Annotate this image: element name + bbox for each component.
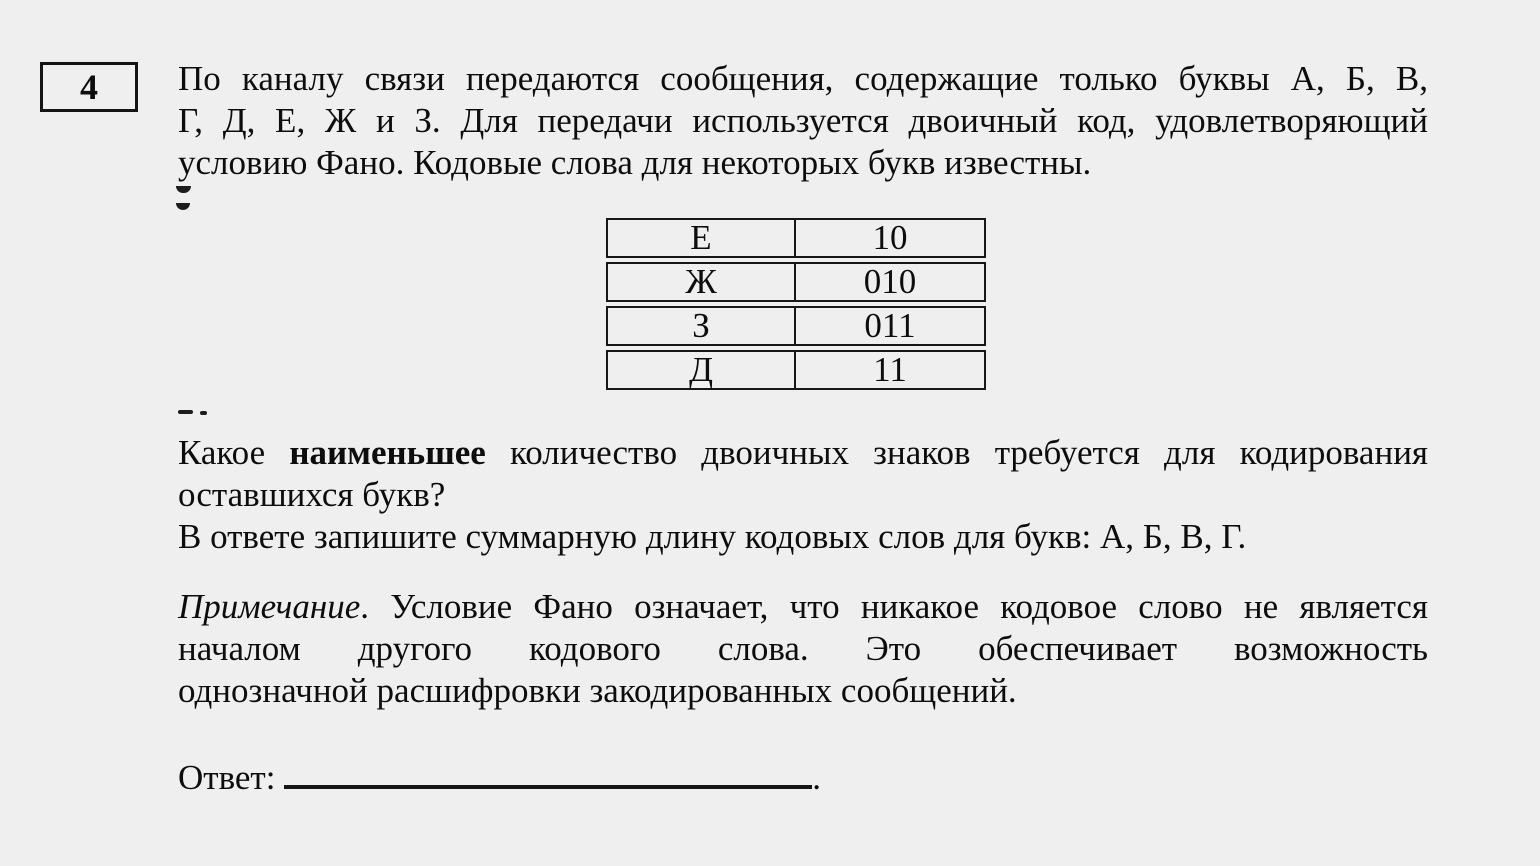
note-line-2: началом другого кодового слова. Это обеспечивает возможность [178, 629, 1428, 668]
intro-line-3: условию Фано. Кодовые слова для некоторых букв известны. [178, 143, 1092, 182]
intro-line-1: По каналу связи передаются сообщения, содержащие только буквы А, Б, В, [178, 59, 1428, 98]
code-table [606, 214, 986, 394]
intro-paragraph [178, 58, 1428, 184]
question-line-1 [178, 432, 1428, 474]
answer-period: . [812, 757, 821, 797]
problem-number: 4 [80, 67, 98, 107]
question-paragraph [178, 432, 1428, 558]
question-line-3: В ответе запишите суммарную длину кодовых слов для букв: А, Б, В, Г. [178, 517, 1247, 556]
code-cell: 010 [796, 262, 986, 302]
note-paragraph [178, 586, 1428, 712]
table-row [606, 262, 986, 302]
intro-line-2: Г, Д, Е, Ж и З. Для передачи используется двоичный код, удовлетворяющий [178, 101, 1428, 140]
table-row [606, 350, 986, 390]
answer-blank-line [284, 748, 812, 789]
question-text: Какое [178, 433, 266, 472]
letter-cell: Е [606, 218, 796, 258]
letter-cell: Д [606, 350, 796, 390]
problem-content [178, 58, 1429, 797]
code-cell: 10 [796, 218, 986, 258]
problem-number-box [40, 62, 138, 112]
note-label: Примечание [178, 587, 361, 626]
bold-emphasis: наименьшее [289, 433, 486, 472]
answer-label: Ответ: [178, 757, 276, 797]
question-line-2: оставшихся букв? [178, 475, 446, 514]
letter-cell: Ж [606, 262, 796, 302]
table-row [606, 218, 986, 258]
note-line-1 [178, 586, 1428, 628]
code-cell: 11 [796, 350, 986, 390]
question-text: количество двоичных знаков требуется для кодирования [510, 433, 1429, 472]
table-row [606, 306, 986, 346]
answer-row [178, 748, 1428, 797]
note-text: . Условие Фано означает, что никакое кодовое слово не является [360, 587, 1428, 626]
note-line-3: однозначной расшифровки закодированных сообщений. [178, 671, 1017, 710]
letter-cell: З [606, 306, 796, 346]
code-cell: 011 [796, 306, 986, 346]
